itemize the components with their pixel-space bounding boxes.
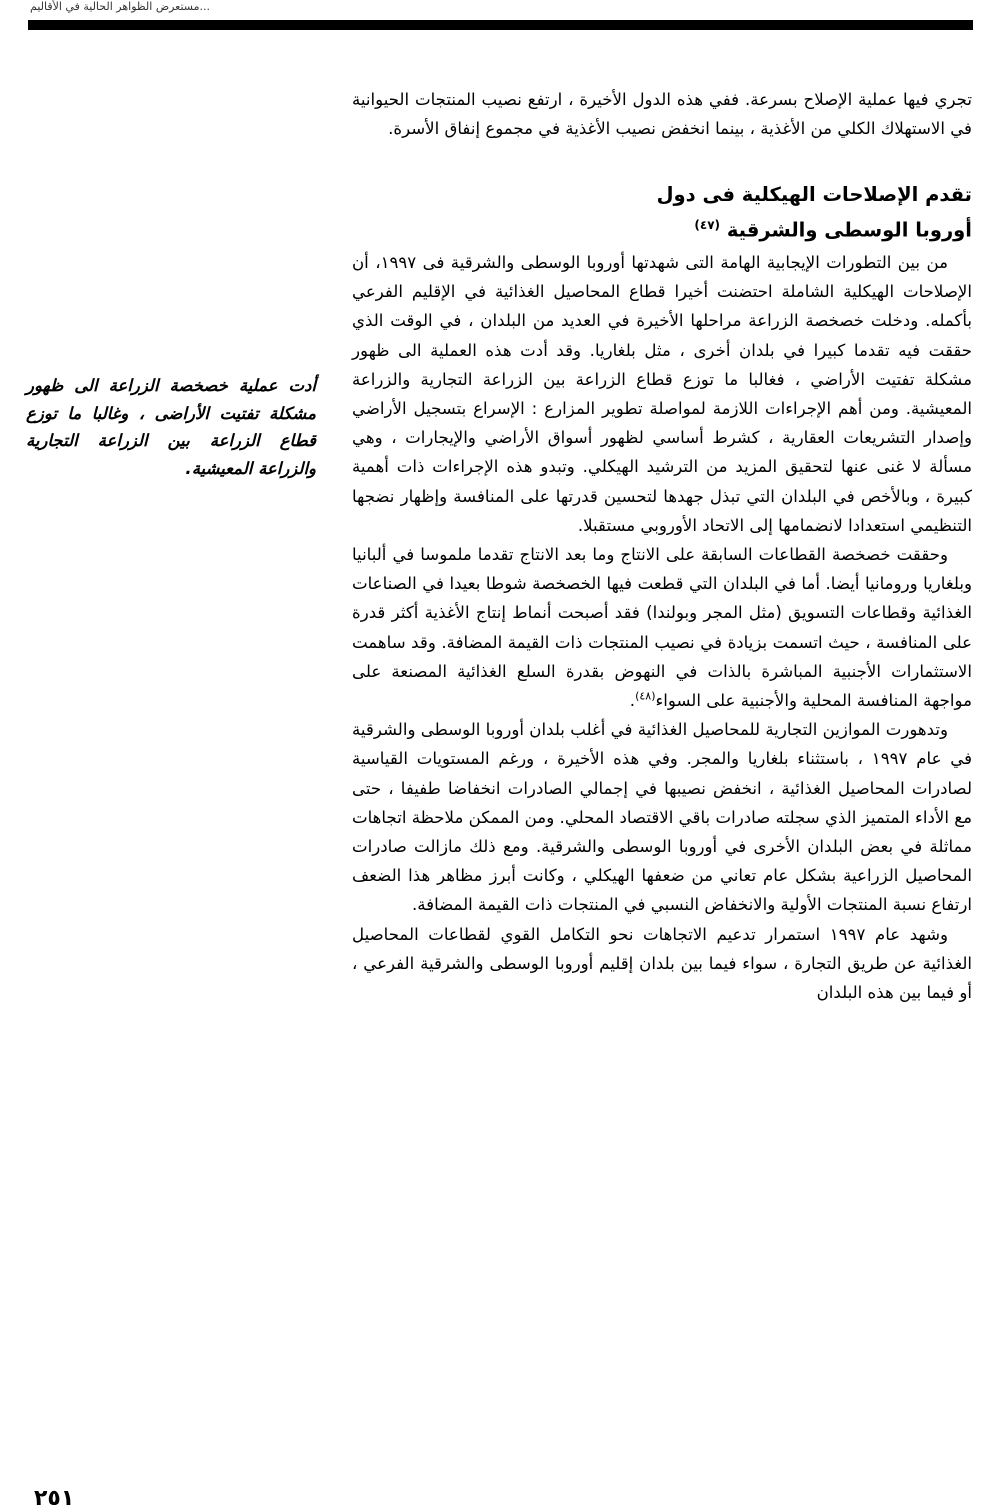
body-paragraph: وشهد عام ١٩٩٧ استمرار تدعيم الاتجاهات نحو التكامل القوي لقطاعات المحاصيل الغذائية عن طريق التجارة ، سواء فيما بين بلدان إقليم أوروبا الوسطى والشرقية الفرعي ، أو فيما بين هذه البلدان: [352, 924, 972, 1002]
section-heading-line2: أوروبا الوسطى والشرقية: [726, 218, 972, 242]
body-paragraph: من بين التطورات الإيجابية الهامة التى شهدتها أوروبا الوسطى والشرقية فى ١٩٩٧، أن الإصلاحات الهيكلية الشاملة احتضنت أخيرا قطاع المحاصيل الغذائية في الإقليم الفرعي بأكمله. ودخلت خصخصة الزراعة مراحلها الأخيرة في العديد من البلدان ، في الوقت الذي حققت فيه تقدما كبيرا في بلدان أخرى ، مثل بلغاريا. وقد أدت هذه العملية الى ظهور مشكلة تفتيت الأراضي ، فغالبا ما توزع قطاع الزراعة بين الزراعة التجارية والزراعة المعيشية. ومن أهم الإجراءات اللازمة لمواصلة تطوير المزارع : الإسراع بتسجيل الأراضي وإصدار التشريعات العقارية ، كشرط أساسي لظهور أسواق الأراضي والإيجارات ، وهي مسألة لا غنى عنها لتحقيق المزيد من الترشيد الهيكلي. وتبدو هذه الإجراءات ذات أهمية كبيرة ، وبالأخص في البلدان التي تبذل جهدها لتحسين قدرتها على المنافسة وإظهار نضجها التنظيمي استعدادا لانضمامها إلى الاتحاد الأوروبي مستقبلا.: [352, 252, 972, 535]
page-number: ٢٥١: [34, 1486, 75, 1511]
running-header-title: ...مستعرض الظواهر الحالية في الأقاليم: [30, 0, 211, 13]
section-heading: [632, 179, 972, 246]
paragraph-end: .: [629, 690, 636, 710]
footnote-ref[interactable]: (٤٨): [635, 689, 656, 703]
body-paragraph: [352, 540, 972, 715]
opening-paragraph: تجري فيها عملية الإصلاح بسرعة. ففي هذه الدول الأخيرة ، ارتفع نصيب المنتجات الحيوانية في الاستهلاك الكلي من الأغذية ، بينما انخفض نصيب الأغذية في مجموع إنفاق الأسرة.: [352, 90, 972, 139]
paragraph-text: وحققت خصخصة القطاعات السابقة على الانتاج وما بعد الانتاج تقدما ملموسا في ألبانيا وبلغاريا ورومانيا أيضا. أما في البلدان التي قطعت فيها الخصخصة شوطا بعيدا في الصناعات الغذائية وقطاعات التسويق (مثل المجر وبولندا) فقد أصبحت أنماط إنتاج الأغذية أكثر قدرة على المنافسة ، حيث اتسمت بزيادة في نصيب المنتجات ذات القيمة المضافة. وقد ساهمت الاستثمارات الأجنبية المباشرة بالذات في النهوض بقدرة السلع الغذائية المصنعة على مواجهة المنافسة المحلية والأجنبية على السواء: [352, 544, 972, 710]
heading-footnote-ref[interactable]: (٤٧): [694, 218, 721, 233]
main-text-column: [352, 85, 972, 1007]
sidebar-pull-quote: أدت عملية خصخصة الزراعة الى ظهور مشكلة تفتيت الأراضى ، وغالبا ما توزع قطاع الزراعة بين الزراعة التجارية والزراعة المعيشية.: [26, 376, 316, 478]
body-paragraph: وتدهورت الموازين التجارية للمحاصيل الغذائية في أغلب بلدان أوروبا الوسطى والشرقية في عام ١٩٩٧ ، باستثناء بلغاريا والمجر. وفي هذه الأخيرة ، ورغم المستويات القياسية لصادرات المحاصيل الغذائية ، انخفض نصيبها في إجمالي الصادرات انخفاضا طفيفا ، حتى مع الأداء المتميز الذي سجلته صادرات باقي الاقتصاد المحلي. ومن الممكن ملاحظة اتجاهات مماثلة في بعض البلدان الأخرى في أوروبا الوسطى والشرقية. ومع ذلك مازالت صادرات المحاصيل الزراعية بشكل عام تعاني من ضعفها الهيكلي ، وكانت أبرز مظاهر هذا الضعف ارتفاع نسبة المنتجات الأولية والانخفاض النسبي في المنتجات ذات القيمة المضافة.: [352, 720, 973, 915]
header-rule: [28, 20, 973, 30]
section-heading-line1: تقدم الإصلاحات الهيكلية فى دول: [656, 183, 972, 207]
